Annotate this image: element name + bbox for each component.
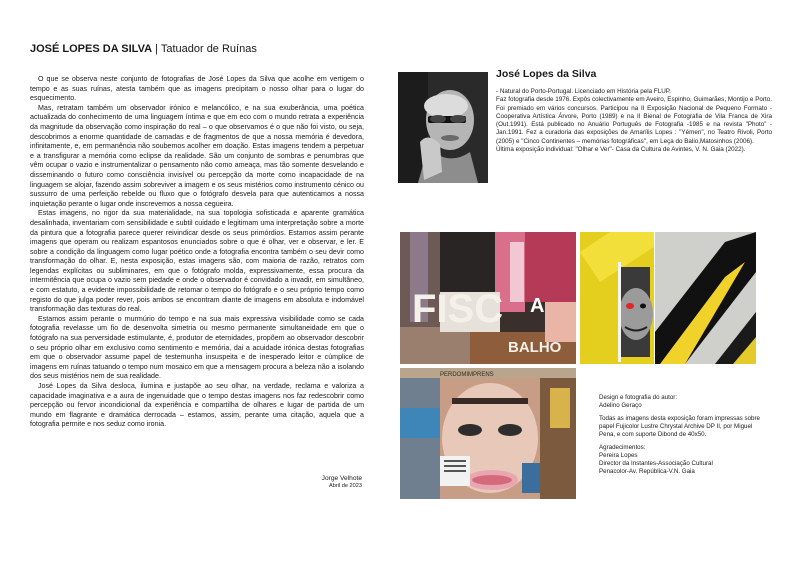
poster-big-letters: FISC	[412, 287, 504, 331]
poster-bottom-text: BALHO	[508, 339, 562, 356]
essay-author: Jorge Velhote	[321, 475, 362, 482]
bio-title: José Lopes da Silva	[496, 68, 597, 80]
essay-paragraph: Mas, retratam também um observador irónico e melancólico, e na sua exuberância, uma poética actualizada do conhecimento de uma linguagem íntima e que em eco com o mundo retrata a experiência da magnitude da observação como inspiração do real – o que observamos é o que não foi visto, ou seja, descobrimos a enorme quantidade de camadas e de fragmentos de que a nossa memória é devedora, infinitamente, e, em permanência não soubemos acolher em doação. Estas imagens tendem a perpetuar e a transfigurar a memória como eclipse da realidade. São um conjunto de sombras e penumbras que vêm ocupar o vazio e instrumentalizar o pensamento não como ameaça, mas tão somente desvelando e disseminando o futuro como consciência invisível ou percepção da morte como incapacidade de na linguagem se alojar, fazendo assim sobreviver a imagem e os seus mistérios como instrumento cénico ou sussurro de uma perfeição rebelde ou fluxo que o fotógrafo desvela para que autenticamos a nossa inquietação perante o lugar onde inscrevemos a nossa cegueira.	[30, 103, 364, 208]
essay-column	[30, 43, 364, 430]
essay-text	[30, 75, 364, 430]
artist-portrait	[398, 72, 488, 183]
essay-paragraph: Estas imagens, no rigor da sua materialidade, na sua topologia sofisticada e aparente gramática desalinhada, inventariam com sensibilidade e subtil cuidado e legitimam uma interpretação sobre a morte da pintura que a fotografia parece querer reivindicar desde os seus primórdios. Estamos assim perante imagens que operam ou realizam espantosos enunciados sobre o que é olhar, ver e observar, e ler. E sobre a condição da linguagem como lugar poético onde a fotografia encontra também o seu devir como transformação do olhar. E, nesta exposição, estas imagens são, com maioria de razão, retratos com legendas explícitas ou subliminares, em que o fotógrafo molda, expressivamente, essa procura da intermitência que ocupa o vazio sem piedade e onde o observador é convidado a invadir, em simultâneo, e com estatuto, a evidente impossibilidade de retomar o tempo do fotógrafo e o seu próprio tempo como registo do que julga poder rever, pois ambos se encontram diante de imagens em absoluta e indomável transformação das texturas do real.	[30, 209, 364, 314]
thanks-label: Agradecimentos:	[599, 444, 646, 451]
photo-torn-poster	[400, 232, 576, 364]
essay-paragraph: O que se observa neste conjunto de fotografias de José Lopes da Silva que acolhe em vertigem o tempo e as suas ruínas, atesta também que as imagens precipitam o nosso olhar para o lugar do esquecimento.	[30, 75, 364, 103]
title-separator: |	[155, 43, 158, 55]
thanks-person: Pereira Lopes	[599, 452, 638, 459]
essay-paragraph: Estamos assim perante o murmúrio do tempo e na sua mais expressiva visibilidade como se cada fotografia revelasse um fio de desenvolta simetria ou mesmo permanente simultaneidade em que o fotógrafo na sua perversidade estimulante, é, produtor de eternidades, propõem ao observador descobrir o seu próprio olhar em exclusivo como sentimento e memória, dai a acuidade irónica destas fotografias em que o observador assume papel de testemunha insuspeita e de inesperado leitor e cúmplice de imagens em ruínas tatuando o tempo num mosaico em que a mensagem procura a beleza não a isolando dos seus mistérios nem de sua realidade.	[30, 314, 364, 381]
design-name: Adelino Geraço	[599, 402, 642, 409]
acknowledgements	[599, 444, 769, 476]
collage-strip-text: PERDOMIMPRENS	[440, 372, 494, 378]
design-credit	[599, 394, 769, 410]
exhibition-subtitle: Tatuador de Ruínas	[160, 43, 257, 55]
bio-line: Faz fotografia desde 1976. Expôs colectivamente em Aveiro, Espinho, Guimarães, Montijo e Porto. Foi premiado em vários concursos. Participou na II Exposição Nacional de Pequeno Formato - Cooperativa Artística Árvore, Porto (1989) e na II Bienal de Fotografia de Vila Franca de Xira (Out.1991). Está publicado no Anuário Português de Fotografia -1985 e na revista "Photo" - Jan.1991. Fez a curadoria das exposições de Amarílis Lopes : "Yémen", no Teatro Rivoli, Porto (2005) e "Cinco Continentes – memórias fotográficas", em Leça do Balio,Matosinhos (2006).	[496, 96, 772, 145]
exhibition-credits	[599, 394, 769, 481]
poster-letter-a: A	[530, 295, 545, 317]
thanks-association: Director da Instantes-Associação Cultural	[599, 460, 713, 467]
photo-collage-face	[400, 368, 576, 499]
page-title	[30, 43, 364, 55]
design-label: Design e fotografia do autor:	[599, 394, 678, 401]
print-note: Todas as imagens desta exposição foram impressas sobre papel Fujicolor Lustre Chrystal Archive DP II, por Miguel Pena, e com suporte Dibond de 40x50.	[599, 415, 760, 438]
bio-line: Última exposição individual: "Olhar e Ver"- Casa da Cultura de Avintes, V. N. Gaia (2022).	[496, 146, 746, 154]
artist-bio	[496, 68, 772, 154]
essay-date: Abril de 2023	[329, 483, 362, 489]
bio-line: - Natural do Porto-Portugal. Licenciado em História pela FLUP.	[496, 88, 671, 95]
essay-signature	[24, 475, 362, 490]
artist-name: JOSÉ LOPES DA SILVA	[30, 43, 153, 55]
essay-paragraph: José Lopes da Silva desloca, ilumina e justapõe ao seu olhar, na verdade, reclama e valoriza a capacidade imaginativa e a aura de ingenuidade que o tempo destas imagens nos faz redescobrir como percepção ou fervor incondicional da experiência e compartilha de olhares e lugar de partida de um mundo em flagrante e dramática derrocada – estamos, assim, perante uma citação, aquela que a fotografia permite e nos seduz como ironia.	[30, 382, 364, 429]
photo-yellow-face	[580, 232, 654, 364]
thanks-sponsor: Penacolor-Av. República-V.N. Gaia	[599, 468, 695, 475]
photo-graffiti-stroke	[655, 232, 756, 364]
